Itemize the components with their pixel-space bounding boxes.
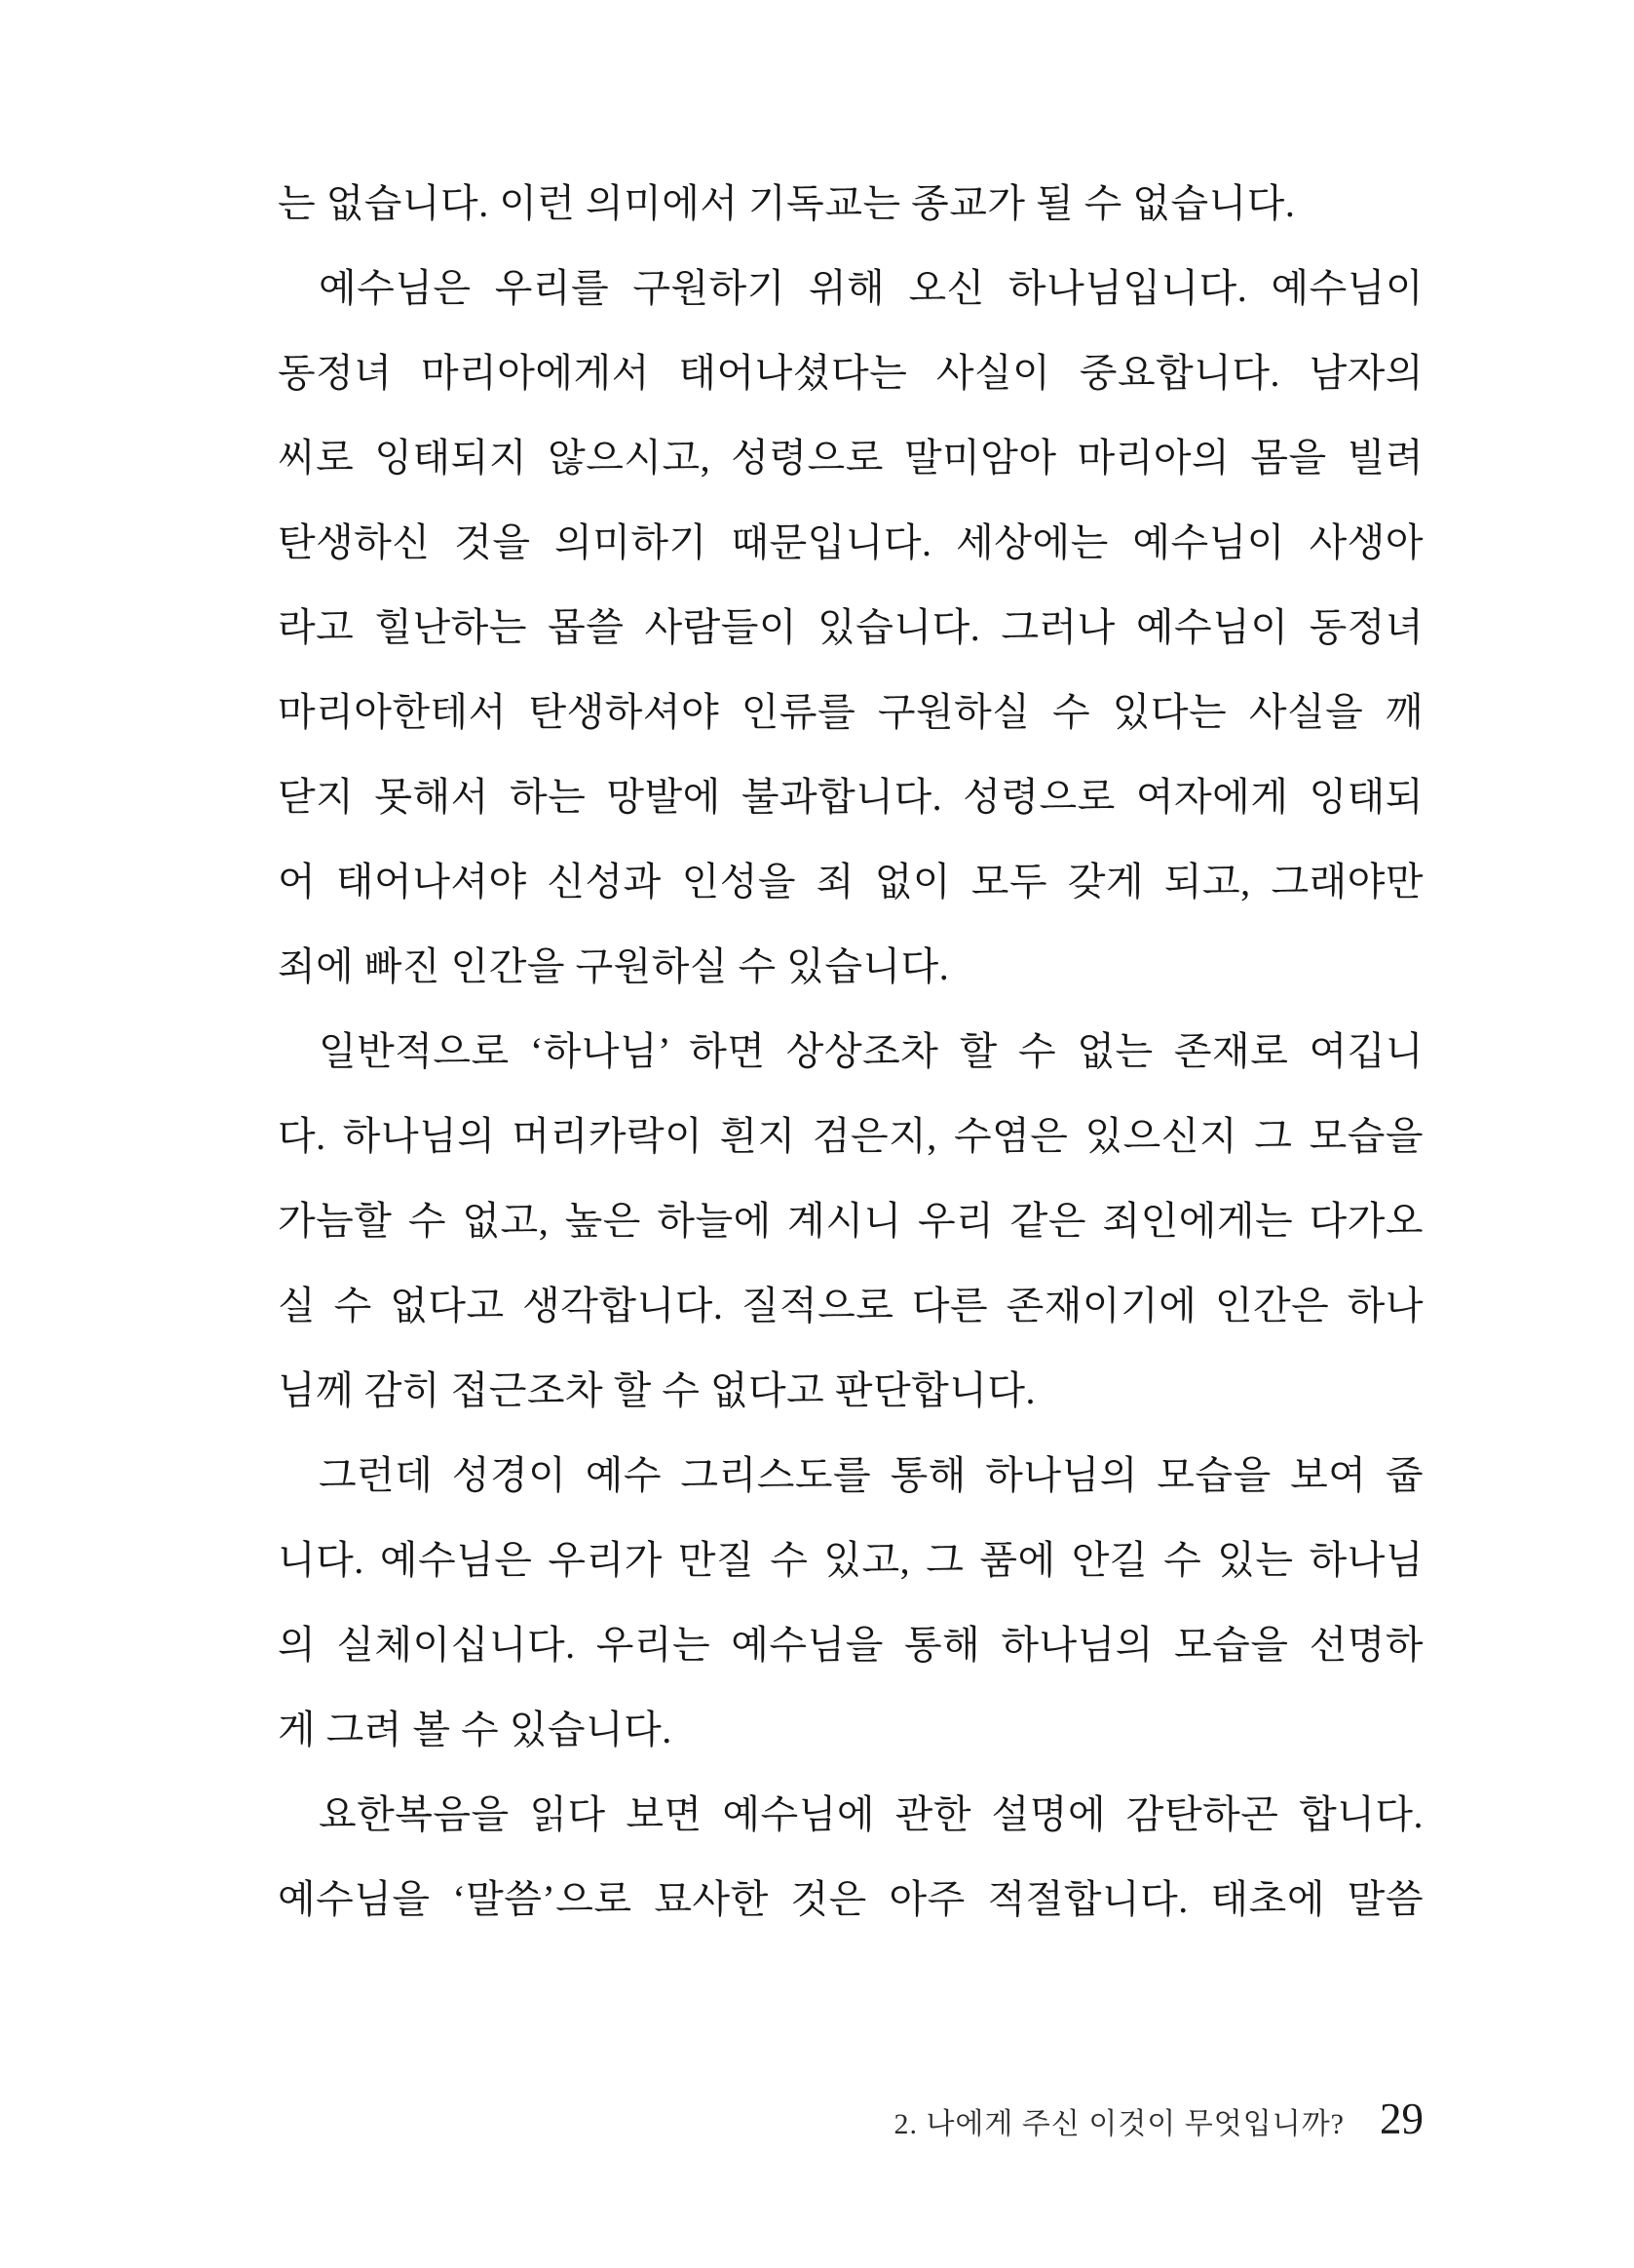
text-line: 탄생하신 것을 의미하기 때문입니다. 세상에는 예수님이 사생아 bbox=[278, 520, 1424, 564]
text-line: 닫지 못해서 하는 망발에 불과합니다. 성령으로 여자에게 잉태되 bbox=[278, 775, 1424, 819]
text-line: 그런데 성경이 예수 그리스도를 통해 하나님의 모습을 보여 줍 bbox=[319, 1453, 1424, 1497]
text-line: 요한복음을 읽다 보면 예수님에 관한 설명에 감탄하곤 합니다. bbox=[319, 1792, 1424, 1836]
text-line: 예수님을 ‘말씀’으로 묘사한 것은 아주 적절합니다. 태초에 말씀 bbox=[278, 1877, 1424, 1921]
text-line: 는 없습니다. 이런 의미에서 기독교는 종교가 될 수 없습니다. bbox=[278, 181, 1296, 225]
text-line: 의 실체이십니다. 우리는 예수님을 통해 하나님의 모습을 선명하 bbox=[278, 1623, 1424, 1667]
text-line: 씨로 잉태되지 않으시고, 성령으로 말미암아 마리아의 몸을 빌려 bbox=[278, 436, 1424, 480]
text-line: 실 수 없다고 생각합니다. 질적으로 다른 존재이기에 인간은 하나 bbox=[278, 1284, 1424, 1327]
text-line: 죄에 빠진 인간을 구원하실 수 있습니다. bbox=[278, 944, 950, 988]
text-line: 마리아한테서 탄생하셔야 인류를 구원하실 수 있다는 사실을 깨 bbox=[278, 690, 1424, 734]
text-line: 예수님은 우리를 구원하기 위해 오신 하나님입니다. 예수님이 bbox=[319, 266, 1424, 310]
footer-chapter-title: 2. 나에게 주신 이것이 무엇입니까? bbox=[893, 2108, 1345, 2140]
text-line: 가늠할 수 없고, 높은 하늘에 계시니 우리 같은 죄인에게는 다가오 bbox=[278, 1199, 1424, 1243]
text-line: 게 그려 볼 수 있습니다. bbox=[278, 1708, 672, 1751]
text-line: 일반적으로 ‘하나님’ 하면 상상조차 할 수 없는 존재로 여깁니 bbox=[319, 1029, 1424, 1073]
text-line: 동정녀 마리아에게서 태어나셨다는 사실이 중요합니다. 남자의 bbox=[278, 351, 1424, 395]
text-line: 라고 힐난하는 몹쓸 사람들이 있습니다. 그러나 예수님이 동정녀 bbox=[278, 605, 1424, 649]
text-line: 님께 감히 접근조차 할 수 없다고 판단합니다. bbox=[278, 1368, 1037, 1412]
text-line: 니다. 예수님은 우리가 만질 수 있고, 그 품에 안길 수 있는 하나님 bbox=[278, 1538, 1424, 1582]
footer-page-number: 29 bbox=[1380, 2095, 1424, 2143]
text-line: 어 태어나셔야 신성과 인성을 죄 없이 모두 갖게 되고, 그래야만 bbox=[278, 860, 1424, 903]
text-line: 다. 하나님의 머리카락이 흰지 검은지, 수염은 있으신지 그 모습을 bbox=[278, 1114, 1424, 1158]
page-footer bbox=[893, 2094, 1424, 2144]
page-body-text bbox=[278, 161, 1424, 1941]
